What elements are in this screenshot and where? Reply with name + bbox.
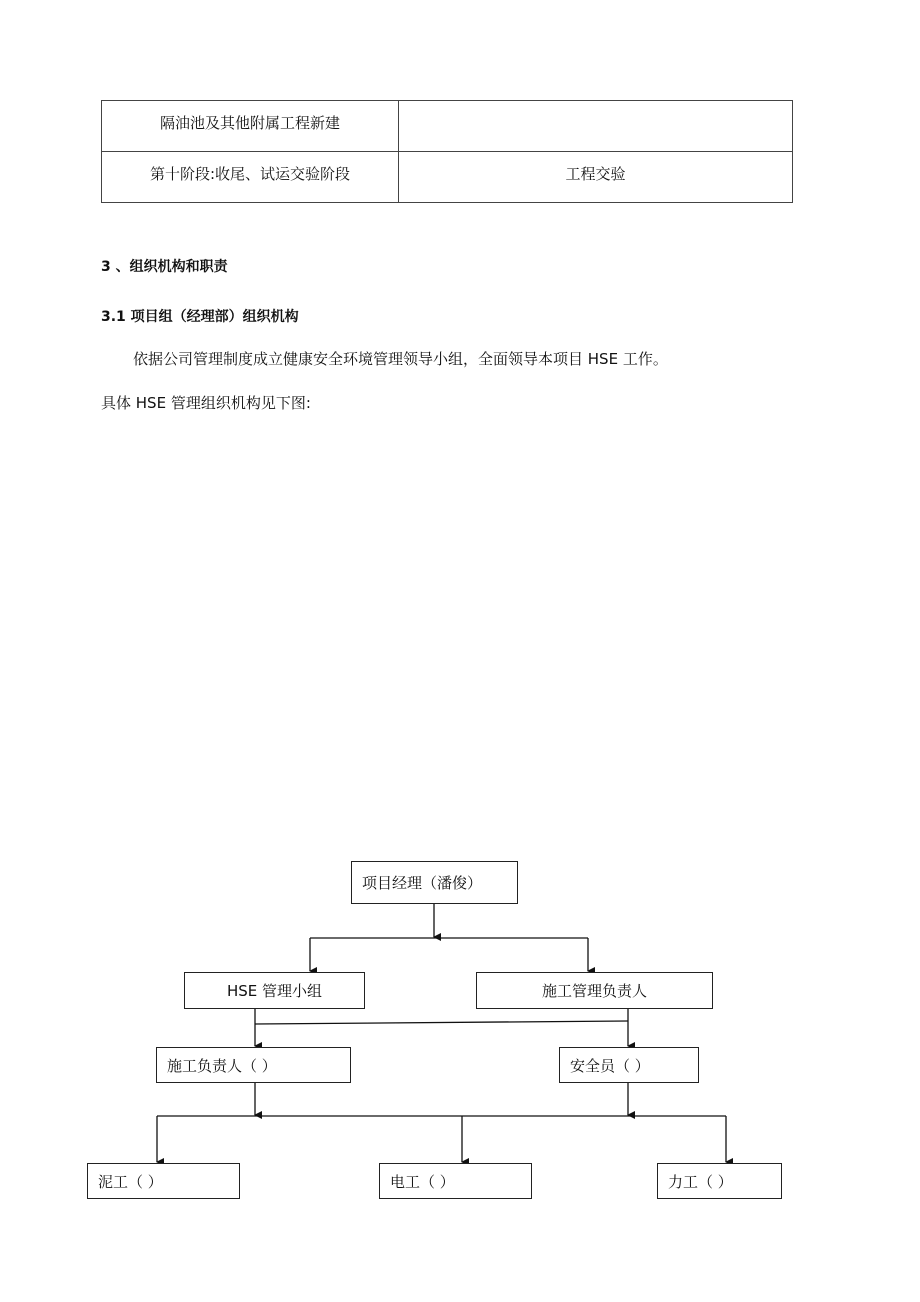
- org-box-safety-officer: 安全员（ ）: [559, 1047, 699, 1083]
- paragraph-chart-ref: 具体 HSE 管理组织机构见下图:: [101, 394, 311, 412]
- paragraph-intro: 依据公司管理制度成立健康安全环境管理领导小组，全面领导本项目 HSE 工作。: [133, 350, 668, 368]
- connector: [255, 1021, 628, 1024]
- org-box-mason: 泥工（ ）: [87, 1163, 240, 1199]
- org-box-electrician: 电工（ ）: [379, 1163, 532, 1199]
- org-box-laborer: 力工（ ）: [657, 1163, 782, 1199]
- table-cell: 工程交验: [399, 152, 793, 203]
- table-cell: 隔油池及其他附属工程新建: [102, 101, 399, 152]
- table-cell: 第十阶段:收尾、试运交验阶段: [102, 152, 399, 203]
- org-box-construction-manager: 施工管理负责人: [476, 972, 713, 1009]
- org-box-project-manager: 项目经理（潘俊）: [351, 861, 518, 904]
- section-heading-3-1: 3.1 项目组（经理部）组织机构: [101, 309, 299, 325]
- org-box-hse-group: HSE 管理小组: [184, 972, 365, 1009]
- org-box-construction-lead: 施工负责人（ ）: [156, 1047, 351, 1083]
- section-heading-3: 3 、组织机构和职责: [101, 259, 228, 275]
